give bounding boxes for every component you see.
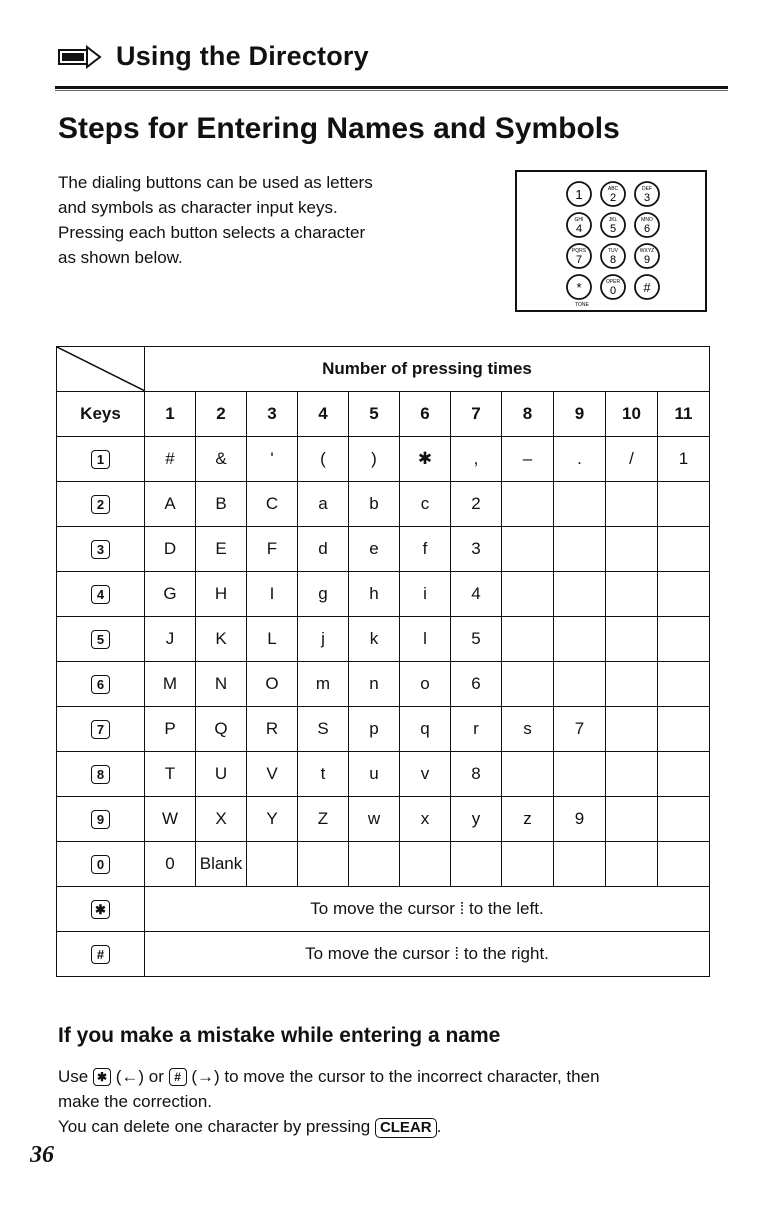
char-cell: j [298, 617, 349, 662]
char-cell: 3 [451, 527, 502, 572]
char-cell [658, 617, 710, 662]
table-row [57, 842, 710, 887]
key-cell [57, 572, 145, 617]
char-cell [554, 662, 606, 707]
dial-key-icon: 1 [91, 450, 110, 469]
char-cell: t [298, 752, 349, 797]
char-cell: g [298, 572, 349, 617]
page-number: 36 [30, 1142, 54, 1168]
char-cell: b [349, 482, 400, 527]
char-cell [606, 482, 658, 527]
table-row [57, 662, 710, 707]
keypad-key-digit: 1 [575, 187, 583, 202]
left-arrow-text: (←) or [115, 1067, 164, 1086]
char-cell [606, 752, 658, 797]
char-cell [606, 797, 658, 842]
char-cell: q [400, 707, 451, 752]
char-cell: C [247, 482, 298, 527]
press-number: 1 [145, 392, 196, 437]
intro-line: The dialing buttons can be used as letters [58, 173, 373, 192]
char-cell: W [145, 797, 196, 842]
header-rule [55, 86, 728, 89]
dial-key-icon: 2 [91, 495, 110, 514]
char-cell [502, 662, 554, 707]
keypad-key-letters: OPER [605, 279, 621, 285]
char-cell [658, 707, 710, 752]
dial-key-icon: 0 [91, 855, 110, 874]
char-cell [606, 662, 658, 707]
char-cell [554, 842, 606, 887]
keypad-key-digit: 0 [609, 285, 617, 297]
dial-key-icon: 5 [91, 630, 110, 649]
char-cell: y [451, 797, 502, 842]
char-cell: ( [298, 437, 349, 482]
char-cell: d [298, 527, 349, 572]
section-title: Using the Directory [116, 40, 369, 71]
char-cell: o [400, 662, 451, 707]
char-cell: r [451, 707, 502, 752]
keys-header: Keys [57, 392, 145, 437]
char-cell [658, 662, 710, 707]
char-cell: M [145, 662, 196, 707]
press-number: 5 [349, 392, 400, 437]
keypad-key [601, 182, 625, 206]
intro-line: Pressing each button selects a character [58, 223, 366, 242]
char-cell: O [247, 662, 298, 707]
char-cell [298, 842, 349, 887]
keypad-key-digit: 5 [609, 223, 617, 235]
keypad-key-letters: TUV [608, 248, 618, 254]
char-cell: c [400, 482, 451, 527]
char-cell: U [196, 752, 247, 797]
dial-key-icon: 4 [91, 585, 110, 604]
table-row [57, 482, 710, 527]
char-cell [606, 527, 658, 572]
char-cell [554, 572, 606, 617]
press-number: 6 [400, 392, 451, 437]
char-cell: m [298, 662, 349, 707]
diagonal-corner-cell [57, 347, 145, 392]
keypad-key [635, 244, 659, 268]
char-cell [502, 527, 554, 572]
char-cell: u [349, 752, 400, 797]
char-cell [606, 707, 658, 752]
keypad-key [601, 275, 625, 299]
char-cell: Q [196, 707, 247, 752]
key-cell [57, 662, 145, 707]
char-cell: 8 [451, 752, 502, 797]
char-cell: F [247, 527, 298, 572]
char-cell: J [145, 617, 196, 662]
char-cell: 4 [451, 572, 502, 617]
char-cell [554, 617, 606, 662]
char-cell: 0 [145, 842, 196, 887]
arrow-pointer-icon [58, 43, 102, 69]
keypad-key [567, 275, 591, 299]
char-cell: 1 [658, 437, 710, 482]
char-cell: B [196, 482, 247, 527]
char-cell [502, 842, 554, 887]
char-cell: v [400, 752, 451, 797]
intro-line: and symbols as character input keys. [58, 198, 338, 217]
keypad-key-digit: 9 [643, 254, 651, 266]
char-cell: T [145, 752, 196, 797]
hash-key-icon: # [169, 1068, 187, 1086]
key-cell [57, 752, 145, 797]
key-cell [57, 707, 145, 752]
table-row [57, 707, 710, 752]
char-cell [502, 572, 554, 617]
char-cell [247, 842, 298, 887]
dial-key-icon: 3 [91, 540, 110, 559]
char-cell: – [502, 437, 554, 482]
mistake-title: If you make a mistake while entering a name [58, 1024, 501, 1047]
char-cell: , [451, 437, 502, 482]
mistake-line-1-rest: (→) to move the cursor to the incorrect character, then [191, 1067, 600, 1086]
key-cell [57, 797, 145, 842]
char-cell: ) [349, 437, 400, 482]
hash-key-cell [57, 932, 145, 977]
char-cell: e [349, 527, 400, 572]
char-cell: Z [298, 797, 349, 842]
keypad-key [567, 244, 591, 268]
char-cell [349, 842, 400, 887]
char-cell: V [247, 752, 298, 797]
char-cell: l [400, 617, 451, 662]
table-row [57, 437, 710, 482]
char-cell: 9 [554, 797, 606, 842]
press-number: 4 [298, 392, 349, 437]
table-row [57, 617, 710, 662]
keypad-key-letters: WXYZ [639, 248, 655, 254]
key-cell [57, 527, 145, 572]
table-row [57, 527, 710, 572]
char-cell: f [400, 527, 451, 572]
keypad-key-letters: GHI [574, 217, 584, 223]
table-row [57, 752, 710, 797]
char-cell: & [196, 437, 247, 482]
char-cell: Blank [196, 842, 247, 887]
char-cell: x [400, 797, 451, 842]
char-cell: K [196, 617, 247, 662]
mistake-line-1 [58, 1064, 738, 1089]
char-cell [502, 617, 554, 662]
keypad-key [567, 213, 591, 237]
mistake-line-2: make the correction. [58, 1092, 213, 1111]
keypad-key-letters: PQRS [571, 248, 587, 254]
char-cell: ' [247, 437, 298, 482]
star-key-icon: ✱ [91, 900, 110, 919]
dial-key-icon: 9 [91, 810, 110, 829]
char-cell: p [349, 707, 400, 752]
char-cell: P [145, 707, 196, 752]
page-title: Steps for Entering Names and Symbols [58, 112, 620, 145]
char-cell: R [247, 707, 298, 752]
keypad-key [635, 182, 659, 206]
char-cell [554, 482, 606, 527]
char-cell [606, 617, 658, 662]
char-cell: w [349, 797, 400, 842]
hash-key-icon: # [91, 945, 110, 964]
press-number: 9 [554, 392, 606, 437]
press-number: 7 [451, 392, 502, 437]
char-cell [658, 482, 710, 527]
character-table [56, 346, 710, 977]
char-cell: H [196, 572, 247, 617]
char-cell: E [196, 527, 247, 572]
keypad-svg [517, 172, 705, 310]
keypad-key [635, 213, 659, 237]
press-number: 2 [196, 392, 247, 437]
use-text: Use [58, 1067, 89, 1086]
char-cell: I [247, 572, 298, 617]
key-cell [57, 437, 145, 482]
hash-row-text: To move the cursor ⁞ to the right. [145, 932, 710, 977]
char-cell: ✱ [400, 437, 451, 482]
keypad-key-digit: 8 [609, 254, 617, 266]
char-cell [451, 842, 502, 887]
intro-text [58, 170, 458, 270]
char-cell [658, 572, 710, 617]
clear-key-icon: CLEAR [375, 1118, 437, 1138]
char-cell: s [502, 707, 554, 752]
char-cell [554, 752, 606, 797]
keypad-key-letters: ABC [607, 186, 619, 192]
press-number: 3 [247, 392, 298, 437]
keypad-key-letters: JKL [608, 217, 618, 223]
header-rule-thin [55, 90, 728, 91]
keypad-key [635, 275, 659, 299]
char-cell [502, 752, 554, 797]
dial-key-icon: 8 [91, 765, 110, 784]
char-cell: a [298, 482, 349, 527]
char-cell: 5 [451, 617, 502, 662]
char-cell: Y [247, 797, 298, 842]
keypad-key-digit: * [576, 280, 582, 295]
keypad-key [601, 244, 625, 268]
char-cell: D [145, 527, 196, 572]
char-cell: i [400, 572, 451, 617]
period: . [436, 1117, 442, 1136]
keypad-key-digit: 2 [609, 192, 617, 204]
star-key-cell [57, 887, 145, 932]
keypad-key-letters: DEF [642, 186, 652, 192]
star-row-text: To move the cursor ⁞ to the left. [145, 887, 710, 932]
keypad-key-letters: MNO [641, 217, 653, 223]
char-cell: A [145, 482, 196, 527]
char-cell [658, 842, 710, 887]
press-number: 11 [658, 392, 710, 437]
char-cell [502, 482, 554, 527]
char-cell: / [606, 437, 658, 482]
tone-label: TONE [575, 302, 589, 308]
char-rows [57, 437, 710, 887]
star-key-icon: ✱ [93, 1068, 111, 1086]
char-cell: X [196, 797, 247, 842]
delete-text: You can delete one character by pressing [58, 1117, 371, 1136]
char-cell [554, 527, 606, 572]
dial-key-icon: 6 [91, 675, 110, 694]
diagonal-line [57, 347, 145, 391]
char-cell: # [145, 437, 196, 482]
press-number: 10 [606, 392, 658, 437]
char-cell [658, 752, 710, 797]
mistake-body [58, 1064, 738, 1139]
char-cell [658, 527, 710, 572]
keypad-key-digit: 7 [575, 254, 583, 266]
pressing-times-header: Number of pressing times [145, 347, 710, 392]
keypad-key [567, 182, 591, 206]
table-row [57, 797, 710, 842]
char-cell [658, 797, 710, 842]
key-cell [57, 482, 145, 527]
keypad-key-digit: 6 [643, 223, 651, 235]
char-cell: 2 [451, 482, 502, 527]
press-number: 8 [502, 392, 554, 437]
char-cell: S [298, 707, 349, 752]
char-cell: 7 [554, 707, 606, 752]
mistake-line-3 [58, 1114, 738, 1139]
section-header [58, 38, 369, 74]
intro-line: as shown below. [58, 248, 183, 267]
char-cell: N [196, 662, 247, 707]
keypad-key [601, 213, 625, 237]
char-cell: L [247, 617, 298, 662]
char-cell: G [145, 572, 196, 617]
keypad-key-digit: 4 [575, 223, 583, 235]
char-cell: . [554, 437, 606, 482]
key-cell [57, 617, 145, 662]
keypad-illustration [515, 170, 707, 312]
table-row [57, 572, 710, 617]
keypad-key-digit: 3 [643, 192, 651, 204]
keypad-key-digit: # [643, 280, 651, 295]
dial-key-icon: 7 [91, 720, 110, 739]
char-cell: h [349, 572, 400, 617]
key-cell [57, 842, 145, 887]
char-cell: z [502, 797, 554, 842]
char-cell: 6 [451, 662, 502, 707]
char-cell [606, 572, 658, 617]
char-cell [606, 842, 658, 887]
char-cell: k [349, 617, 400, 662]
char-cell [400, 842, 451, 887]
char-cell: n [349, 662, 400, 707]
